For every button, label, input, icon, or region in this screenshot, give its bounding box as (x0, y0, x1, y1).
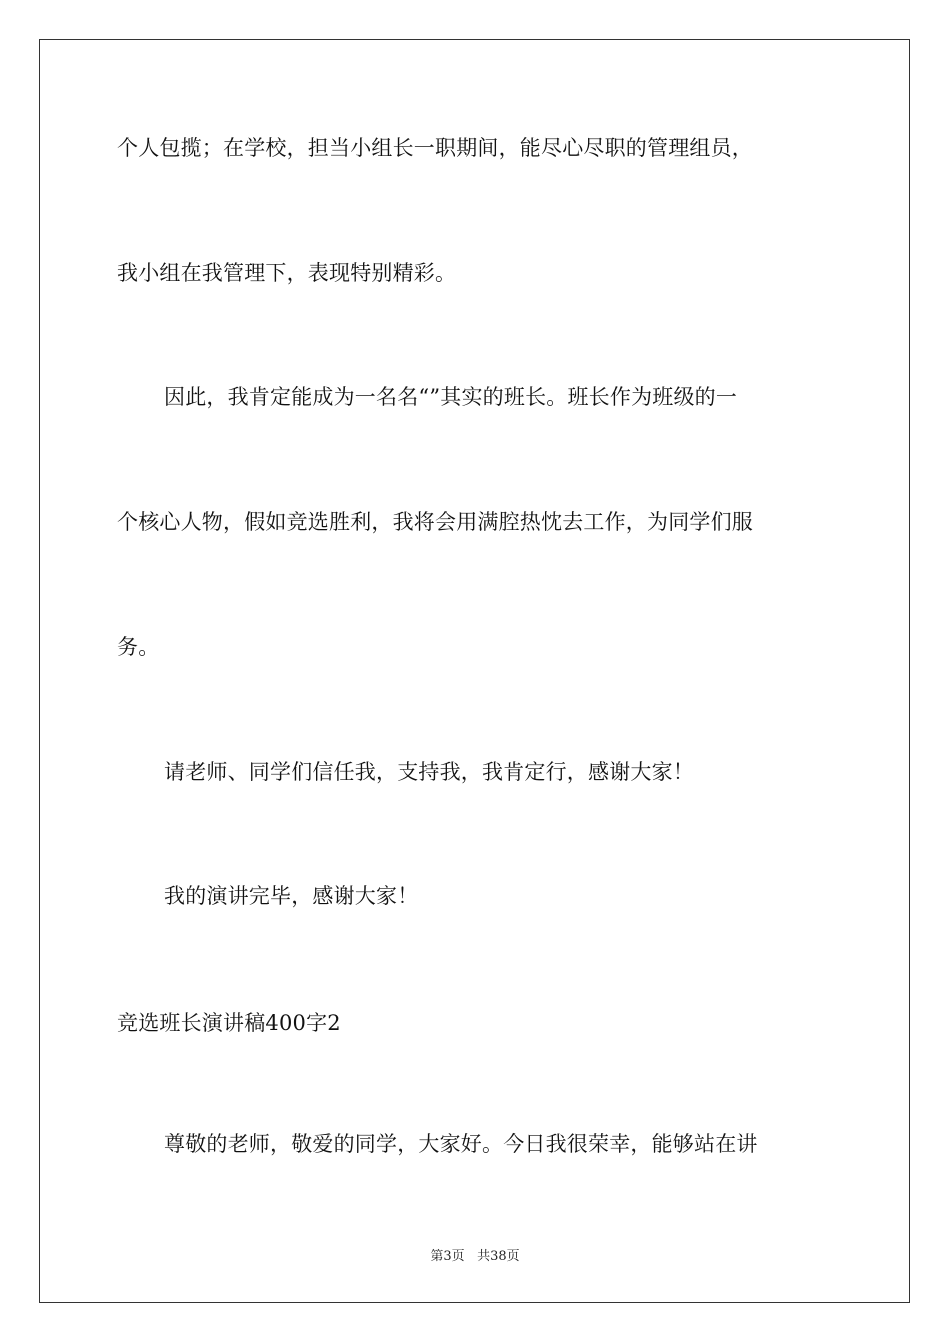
paragraph-line: 务。 (117, 635, 160, 659)
paragraph-line: 个人包揽；在学校，担当小组长一职期间，能尽心尽职的管理组员， (117, 136, 753, 160)
page-number: 第3页 (430, 1249, 465, 1264)
paragraph-line: 个核心人物，假如竞选胜利，我将会用满腔热忱去工作，为同学们服 (117, 510, 753, 534)
paragraph-line: 尊敬的老师，敬爱的同学，大家好。今日我很荣幸，能够站在讲 (164, 1132, 758, 1156)
paragraph-line: 我的演讲完毕，感谢大家！ (164, 884, 419, 908)
paragraph-line: 我小组在我管理下，表现特别精彩。 (117, 261, 457, 285)
section-heading: 竞选班长演讲稿400字2 (117, 1011, 341, 1035)
page-footer (0, 1248, 950, 1266)
page-border (39, 39, 910, 1303)
paragraph-line: 请老师、同学们信任我，支持我，我肯定行，感谢大家！ (164, 760, 694, 784)
paragraph-line: 因此，我肯定能成为一名名“”其实的班长。班长作为班级的一 (164, 385, 738, 409)
total-pages: 共38页 (477, 1249, 520, 1264)
